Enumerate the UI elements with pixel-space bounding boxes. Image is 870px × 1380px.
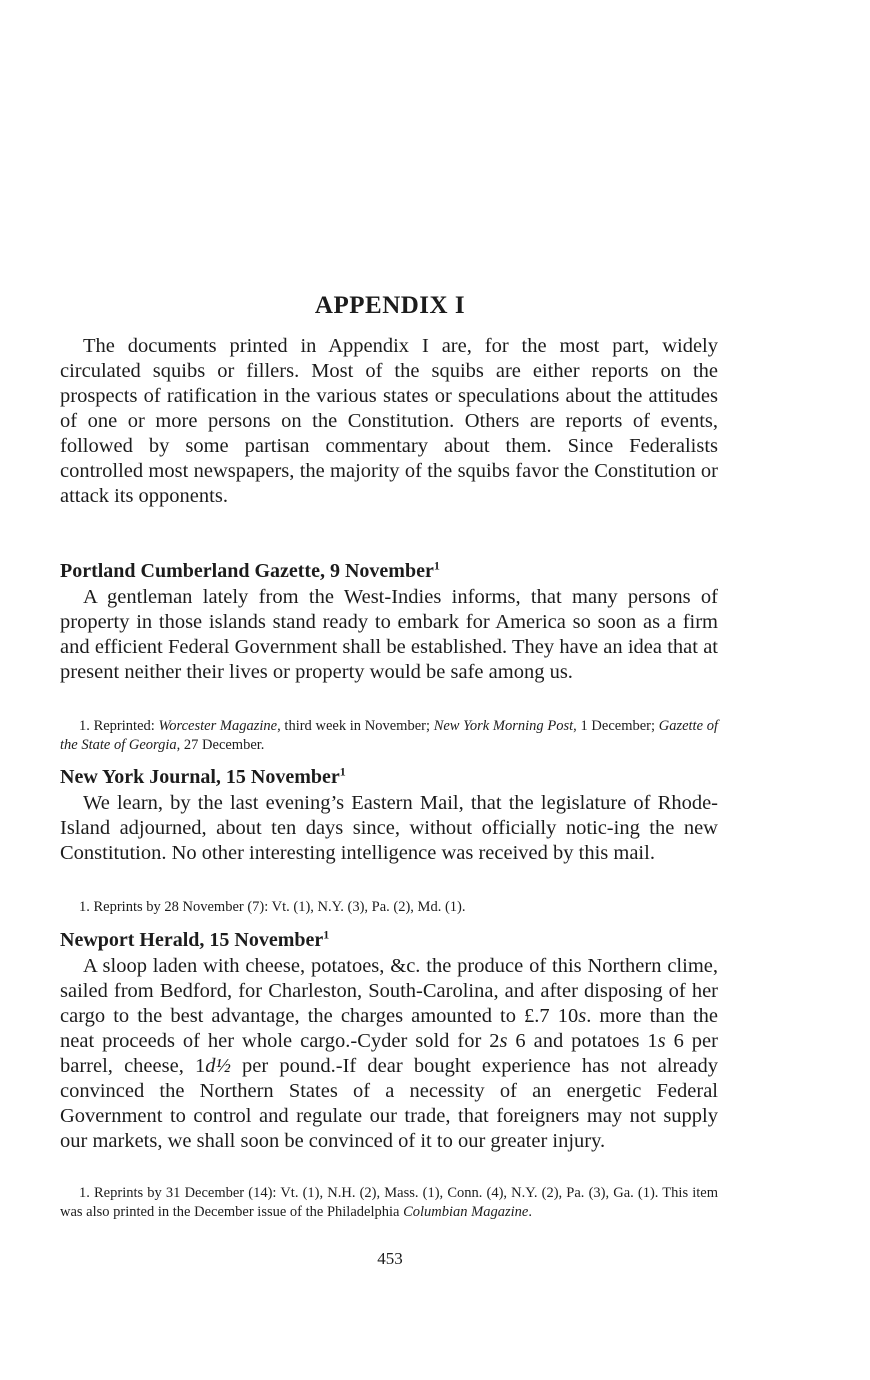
page-number: 453 (377, 1249, 403, 1268)
entry-heading-portland: Portland Cumberland Gazette, 9 November$^1$ (60, 558, 440, 582)
footnote-mark: 1 (323, 927, 330, 942)
entry-heading-new-york-journal: New York Journal, 15 November$^1$ (60, 764, 346, 788)
footnote-newport-herald: 1. Reprints by 31 December (14): Vt. (1), N.H. (2), Mass. (1), Conn. (4), N.Y. (2), Pa. (3), Ga. (1). This item was also printed in the December issue of the Philadelphia Columbian Magazine. (60, 1185, 718, 1220)
footnote-new-york-journal: 1. Reprints by 28 November (7): Vt. (1), N.Y. (3), Pa. (2), Md. (1). (79, 899, 466, 915)
footnote-mark: 1 (433, 558, 440, 573)
footnote-mark: 1 (339, 764, 346, 779)
entry-body-newport-herald: A sloop laden with cheese, potatoes, &c. the produce of this Northern clime, sailed from Bedford, for Charleston, South-Carolina, and after disposing of her cargo to the best advantage, the charges amounted to £.7 10s. more than the neat proceeds of her whole cargo.-Cyder sold for 2s 6 and potatoes 1s 6 per barrel, cheese, 1d½ per pound.-If dear bought experience has not already convinced the Northern States of a necessity of an energetic Federal Government to control and regulate our trade, that foreigners may not supply our markets, we shall soon be convinced of it to our greater injury. (60, 955, 719, 1152)
appendix-title: APPENDIX I (314, 292, 466, 319)
intro-paragraph: The documents printed in Appendix I are, for the most part, widely circulated squibs or fillers. Most of the squibs are either reports on the prospects of ratification in the various states or speculations about the attitudes of one or more persons on the Constitution. Others are reports of events, followed by some partisan commentary about them. Since Federalists controlled most newspapers, the majority of the squibs favor the Constitution or attack its opponents. (60, 335, 718, 507)
footnote-portland: 1. Reprinted: Worcester Magazine, third week in November; New York Morning Post, 1 December; Gazette of the State of Georgia, 27 December. (60, 718, 718, 753)
entry-heading-newport-herald: Newport Herald, 15 November$^1$ (60, 927, 330, 951)
entry-body-new-york-journal: We learn, by the last evening’s Eastern Mail, that the legislature of Rhode-Island adjourned, about ten days since, without officially notic-ing the new Constitution. No other interesting intelligence was received by this mail. (60, 792, 718, 864)
entry-body-portland: A gentleman lately from the West-Indies informs, that many persons of property in those islands stand ready to embark for America so soon as a firm and efficient Federal Government shall be established. They have an idea that at present neither their lives or property would be safe among us. (60, 586, 718, 683)
